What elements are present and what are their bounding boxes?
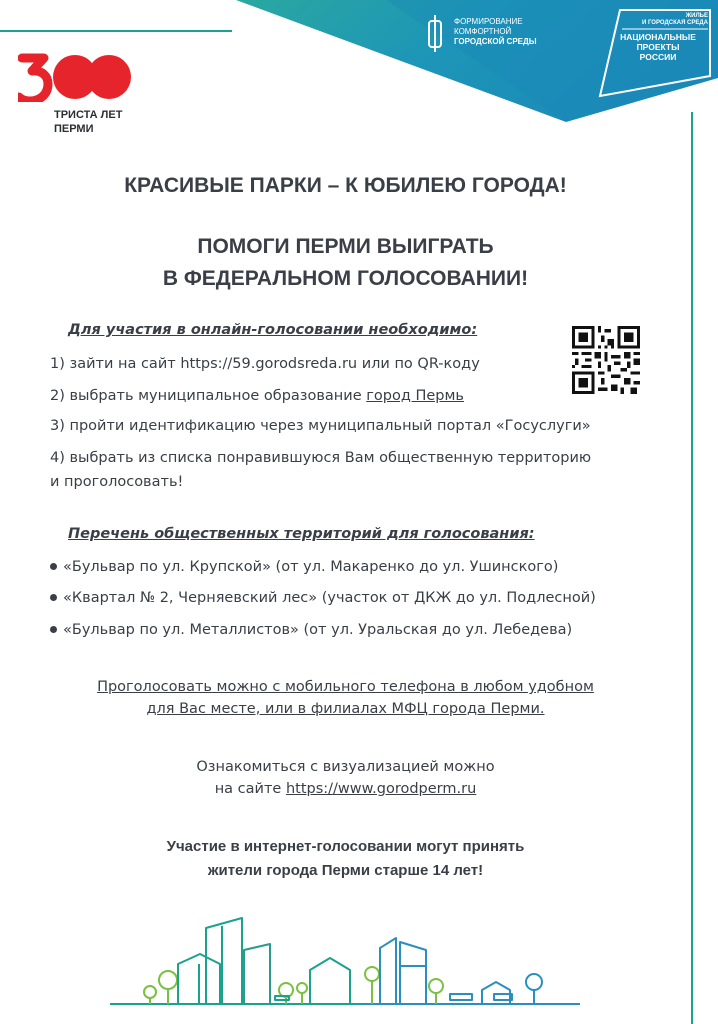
np-small-line2: И ГОРОДСКАЯ СРЕДА <box>641 20 708 26</box>
visual-note-prefix: на сайте <box>214 781 286 797</box>
mobile-note-line1: Проголосовать можно с мобильного телефона в любом удобном <box>97 679 594 695</box>
step-3: 3) пройти идентификацию через муниципальный портал «Госуслуги» <box>50 418 591 434</box>
np-big-line3: РОССИИ <box>639 52 677 62</box>
site-link[interactable]: https://59.gorodsreda.ru <box>180 356 358 372</box>
fks-line2: КОМФОРТНОЙ <box>454 27 512 36</box>
bullet-icon <box>50 594 57 601</box>
step-4-line2: и проголосовать! <box>50 474 184 490</box>
logo-caption <box>54 108 122 136</box>
age-note-line2: жители города Перми старше 14 лет! <box>207 862 484 879</box>
list-item-label: «Бульвар по ул. Металлистов» (от ул. Уральская до ул. Лебедева) <box>63 622 573 638</box>
list-item <box>50 619 572 641</box>
subtitle-line2: В ФЕДЕРАЛЬНОМ ГОЛОСОВАНИИ! <box>162 267 529 290</box>
fks-line3: ГОРОДСКОЙ СРЕДЫ <box>454 37 537 46</box>
fks-line1: ФОРМИРОВАНИЕ <box>454 17 523 26</box>
visual-note-line1: Ознакомиться с визуализацией можно <box>196 759 495 775</box>
list-item <box>50 587 596 609</box>
logo-300-icon <box>18 52 133 102</box>
list-item <box>50 556 558 578</box>
step-1-suffix: или по QR-коду <box>357 356 480 372</box>
visual-note-line2 <box>0 778 691 800</box>
page-subtitle <box>0 231 691 295</box>
rules-heading: Для участия в онлайн-голосовании необходимо: <box>68 322 478 338</box>
gorodperm-link[interactable]: https://www.gorodperm.ru <box>285 781 477 797</box>
visualization-note <box>0 756 691 800</box>
territories-heading: Перечень общественных территорий для голосования: <box>68 526 535 542</box>
mobile-note-line2: для Вас месте, или в филиалах МФЦ города Перми. <box>146 701 545 717</box>
step-4 <box>50 446 650 494</box>
np-big-caption <box>618 32 698 62</box>
step-1 <box>50 352 480 376</box>
np-small-line1: ЖИЛЬЕ <box>685 13 708 19</box>
logo-caption-line1: ТРИСТА ЛЕТ <box>54 109 123 121</box>
bullet-icon <box>50 563 57 570</box>
list-item-label: «Квартал № 2, Черняевский лес» (участок от ДКЖ до ул. Подлесной) <box>63 590 596 606</box>
city-perm-link[interactable]: город Пермь <box>366 388 464 404</box>
subtitle-line1: ПОМОГИ ПЕРМИ ВЫИГРАТЬ <box>197 235 494 258</box>
step-2 <box>50 384 464 408</box>
logo-caption-line2: ПЕРМИ <box>54 123 94 135</box>
step-1-prefix: 1) зайти на сайт <box>50 356 181 372</box>
frame-top-line <box>0 30 232 32</box>
np-small-caption <box>640 13 708 27</box>
np-big-line2: ПРОЕКТЫ <box>636 42 680 52</box>
step-2-prefix: 2) выбрать муниципальное образование <box>50 388 367 404</box>
page-title: КРАСИВЫЕ ПАРКИ – К ЮБИЛЕЮ ГОРОДА! <box>124 174 567 197</box>
qr-code-icon[interactable] <box>572 326 640 394</box>
bullet-icon <box>50 626 57 633</box>
fks-caption <box>454 17 537 47</box>
age-requirement-note <box>0 835 691 883</box>
age-note-line1: Участие в интернет-голосовании могут принять <box>166 838 525 855</box>
list-item-label: «Бульвар по ул. Крупской» (от ул. Макаренко до ул. Ушинского) <box>63 559 559 575</box>
city-skyline-icon <box>110 908 580 1008</box>
np-big-line1: НАЦИОНАЛЬНЫЕ <box>620 32 696 42</box>
step-4-line1: 4) выбрать из списка понравившуюся Вам общественную территорию <box>50 450 592 466</box>
frame-right-line <box>691 112 693 1024</box>
mobile-voting-note <box>0 676 691 720</box>
